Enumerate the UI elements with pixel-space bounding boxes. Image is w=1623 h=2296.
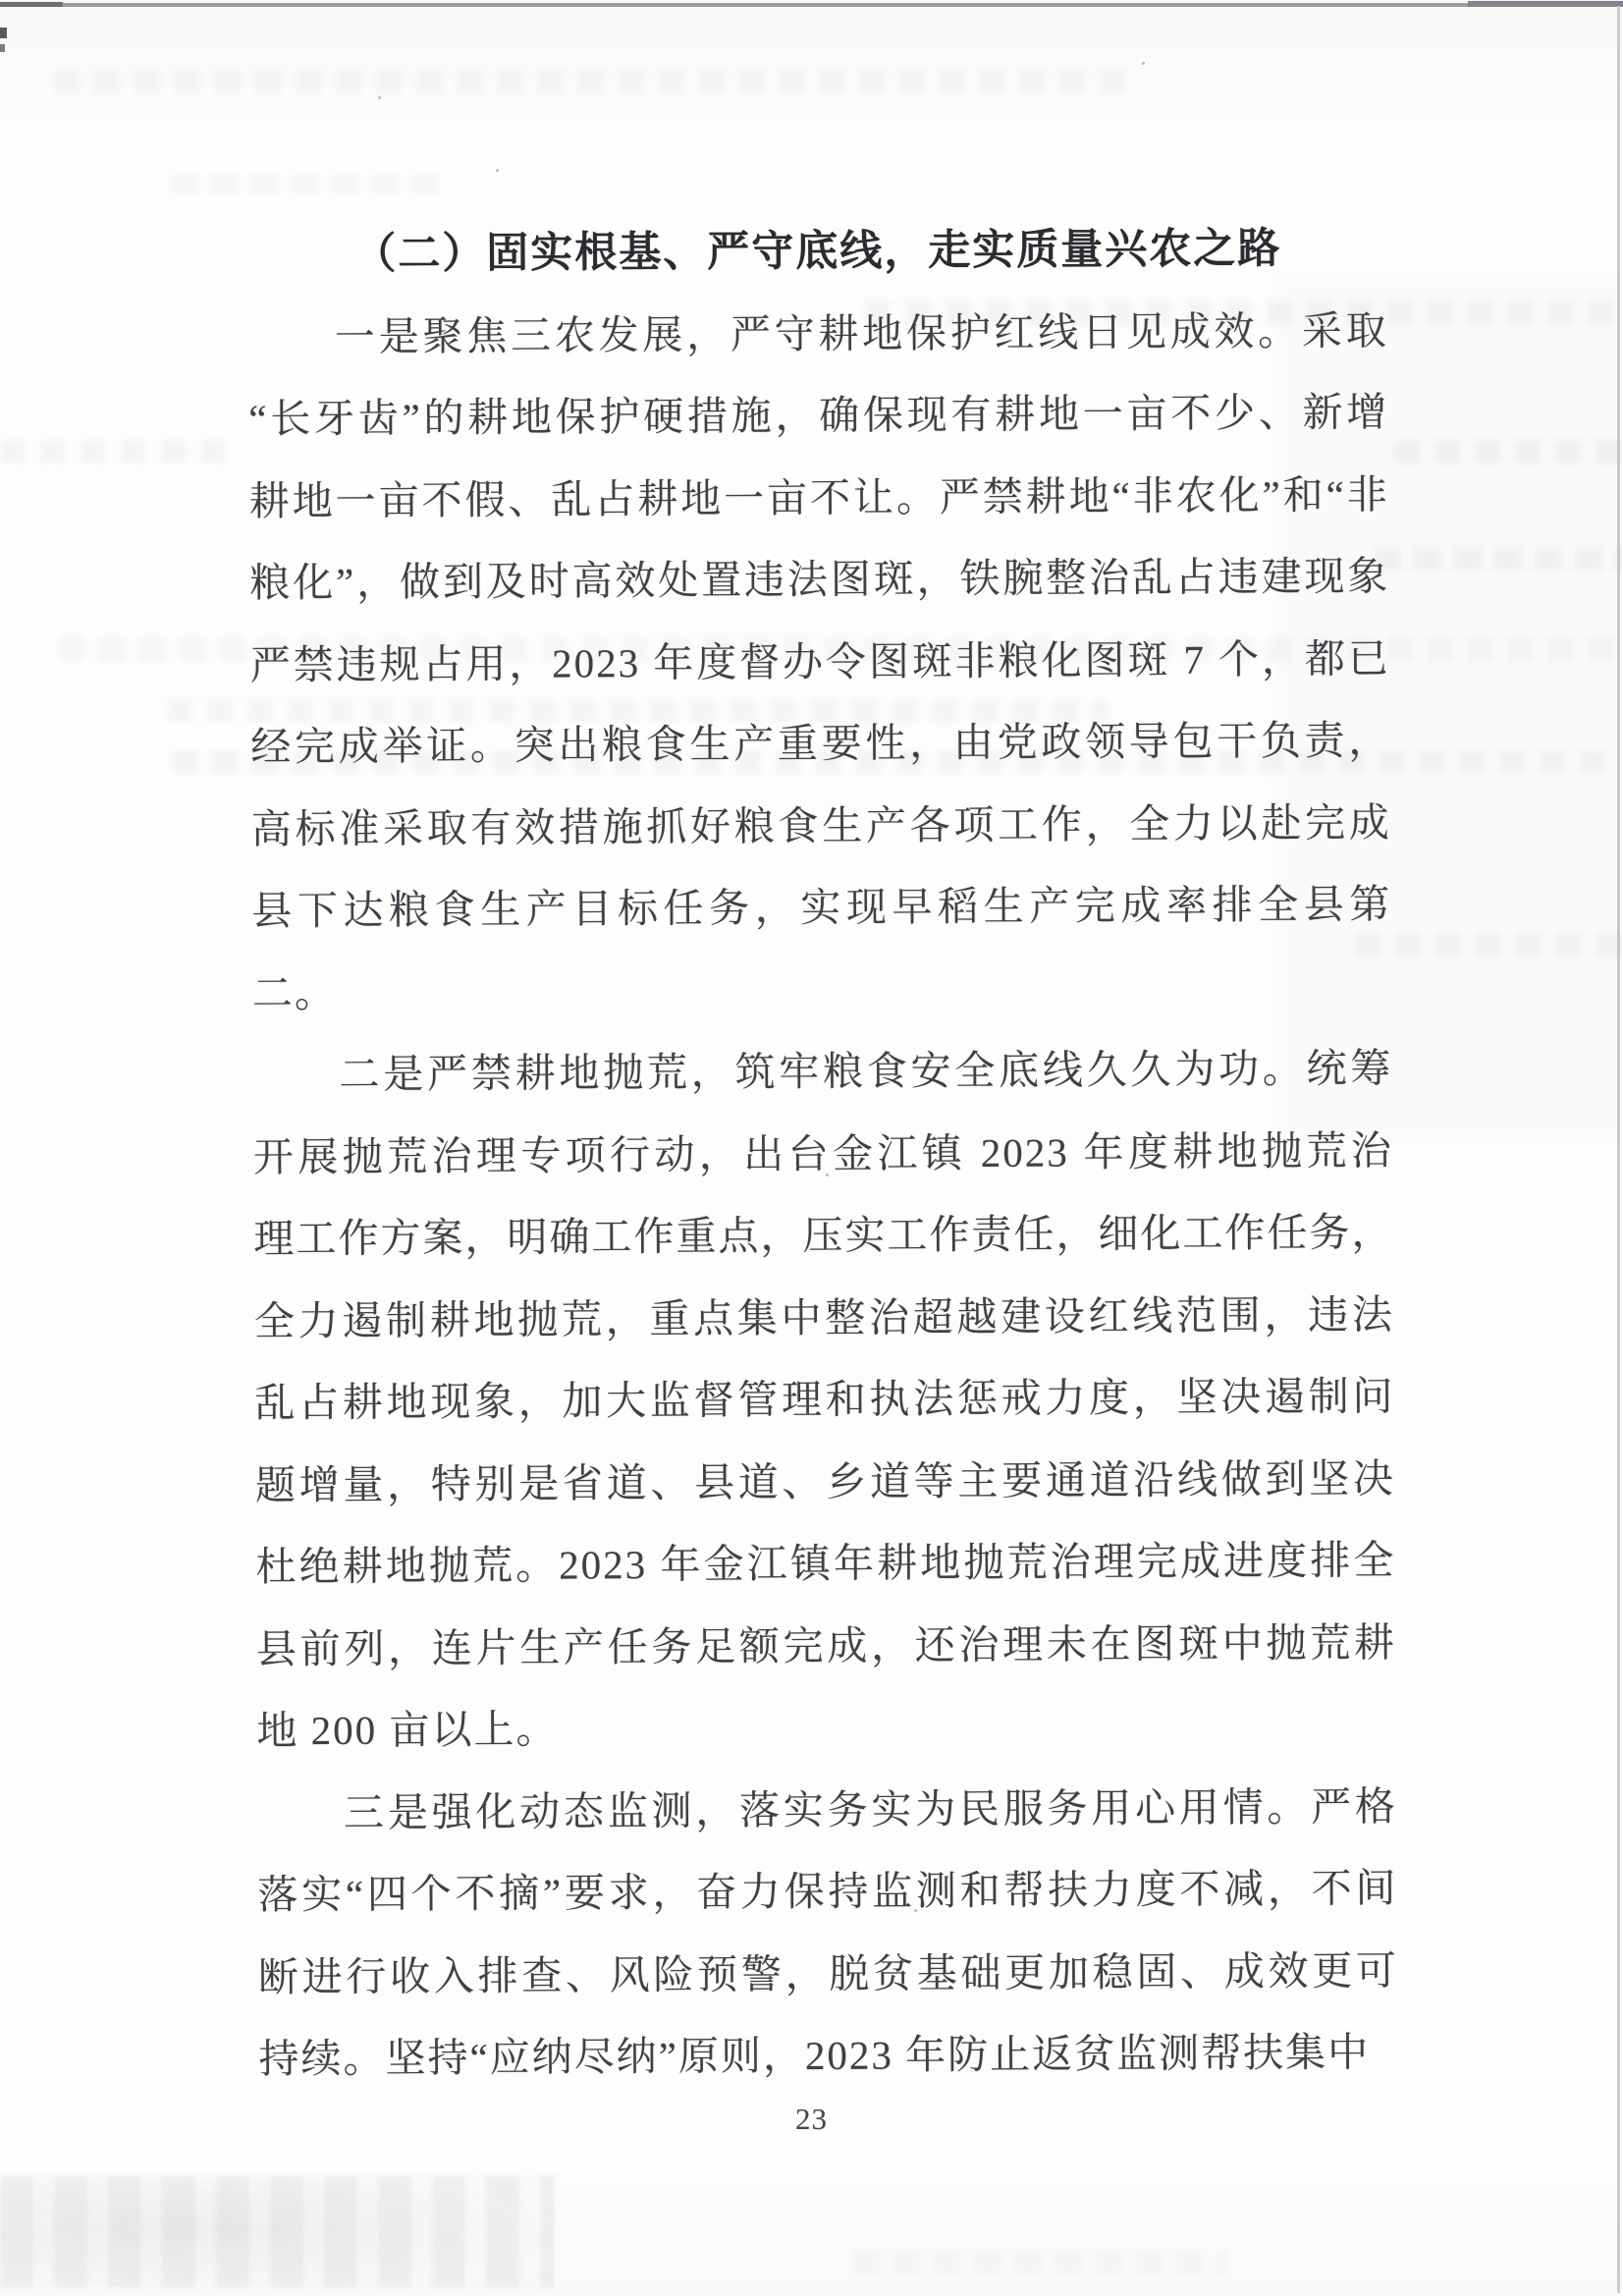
scan-top-left-mark (0, 2, 63, 7)
text-line: 题增量，特别是省道、县道、乡道等主要通道沿线做到坚决 (254, 1454, 1396, 1508)
text-line: 一是聚焦三农发展，严守耕地保护红线日见成效。采取 (334, 306, 1388, 359)
text-line: 县前列，连片生产任务足额完成，还治理未在图斑中抛荒耕 (255, 1618, 1397, 1672)
scan-ghosting (172, 173, 437, 194)
text-line: 三是强化动态监测，落实务实为民服务用心用情。严格 (343, 1782, 1398, 1835)
document-body (248, 290, 1399, 2101)
text-line: 杜绝耕地抛荒。2023 年金江镇年耕地抛荒治理完成进度排全 (255, 1537, 1396, 1590)
text-line: 经完成举证。突出粮食生产重要性，由党政领导包干负责， (250, 717, 1391, 770)
scan-top-edge-line (0, 3, 1623, 7)
text-line: 开展抛荒治理专项行动，出台金江镇 2023 年度耕地抛荒治 (252, 1126, 1393, 1180)
text-line: 断进行收入排查、风险预警，脱贫基础更加稳固、成效更可 (257, 1946, 1399, 2000)
text-line: 严禁违规占用，2023 年度督办令图斑非粮化图斑 7 个，都已 (249, 634, 1390, 688)
text-line: 耕地一亩不假、乱占耕地一亩不让。严禁耕地“非农化”和“非 (248, 470, 1389, 524)
dust-speck (1142, 62, 1145, 65)
scan-ghosting (0, 440, 226, 464)
text-line: 粮化”，做到及时高效处置违法图斑，铁腕整治乱占违建现象 (249, 553, 1390, 606)
text-line: 乱占耕地现象，加大监督管理和执法惩戒力度，坚决遏制问 (254, 1373, 1395, 1426)
scan-ghosting (54, 69, 1134, 94)
section-heading: （二）固实根基、严守底线，走实质量兴农之路 (353, 226, 1282, 278)
dust-speck (378, 96, 381, 99)
scan-left-edge-mark (0, 44, 5, 52)
text-line: “长牙齿”的耕地保护硬措施，确保现有耕地一亩不少、新增 (248, 389, 1389, 442)
page-number: 23 (795, 2102, 828, 2136)
text-line: 落实“四个不摘”要求，奋力保持监测和帮扶力度不减，不间 (257, 1865, 1398, 1918)
dust-speck (496, 169, 499, 172)
text-line: 全力遏制耕地抛荒，重点集中整治超越建设红线范围，违法 (253, 1290, 1395, 1344)
scan-top-right-mark (1468, 1, 1623, 7)
text-line: 二。 (251, 969, 337, 1016)
paragraph (257, 1766, 1399, 2101)
text-line: 持续。坚持“应纳尽纳”原则，2023 年防止返贫监测帮扶集中 (258, 2029, 1371, 2082)
scan-smudge (0, 2175, 555, 2288)
scan-ghosting (854, 2251, 1227, 2274)
text-line: 县下达粮食生产目标任务，实现早稻生产完成率排全县第 (251, 881, 1392, 934)
paragraph (252, 1027, 1397, 1773)
text-line: 二是严禁耕地抛荒，筑牢粮食安全底线久久为功。统筹 (339, 1045, 1393, 1097)
text-line: 理工作方案，明确工作重点，压实工作责任，细化工作任务， (253, 1209, 1394, 1262)
text-line: 地 200 亩以上。 (256, 1706, 559, 1754)
text-line: 高标准采取有效措施抓好粮食生产各项工作，全力以赴完成 (250, 798, 1391, 852)
document-text-block (247, 207, 1399, 2101)
scan-left-edge-mark (0, 27, 7, 38)
paragraph (248, 290, 1393, 1035)
